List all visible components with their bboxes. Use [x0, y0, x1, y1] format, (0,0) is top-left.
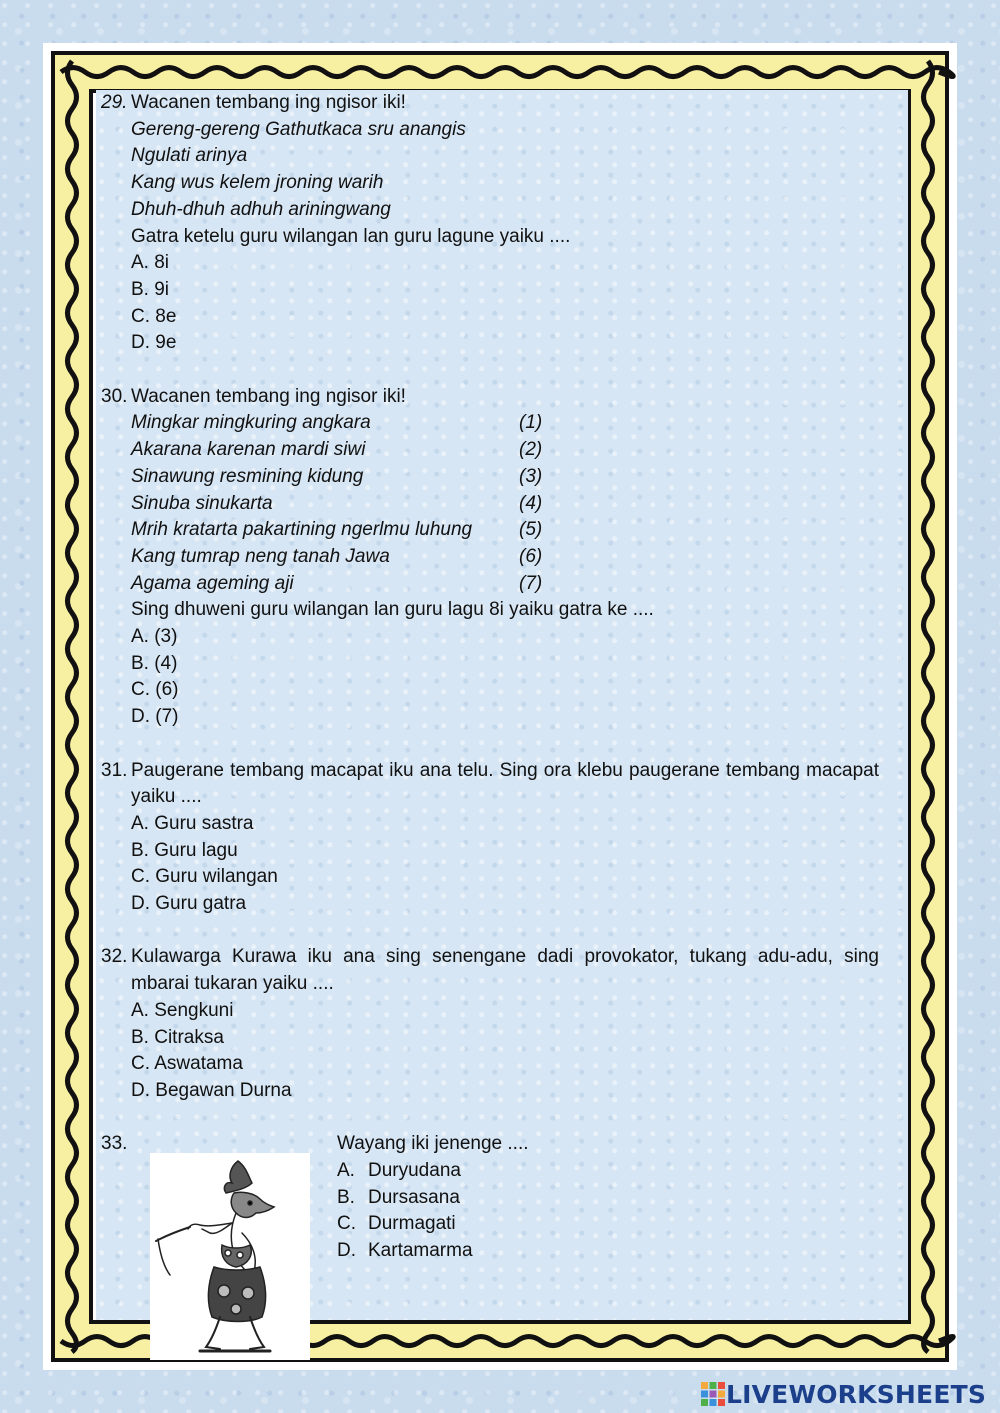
stanza-line [101, 437, 879, 464]
answer-option[interactable]: D. Begawan Durna [131, 1079, 292, 1101]
answer-option[interactable] [337, 1185, 529, 1212]
stanza-text: Sinuba sinukarta [131, 492, 273, 514]
stanza-line [101, 410, 879, 437]
wayang-figure-icon [150, 1153, 310, 1360]
answer-option[interactable]: C. Guru wilangan [131, 866, 278, 888]
option-letter: B. [337, 1186, 355, 1208]
answer-option[interactable]: D. Guru gatra [131, 893, 247, 915]
stanza-text: Agama ageming aji [131, 572, 294, 594]
stanza-line: Kang wus kelem jroning warih [131, 172, 384, 194]
stanza-line [101, 491, 879, 518]
stanza-line [101, 464, 879, 491]
stanza-number: (1) [519, 412, 543, 434]
answer-option[interactable]: A. Sengkuni [131, 999, 234, 1021]
stanza-number: (5) [519, 519, 543, 541]
logo-text: LIVEWORKSHEETS [726, 1379, 987, 1409]
question-32 [101, 944, 879, 1104]
option-text: Kartamarma [368, 1240, 473, 1262]
question-number: 32. [101, 946, 128, 968]
question-31 [101, 758, 879, 918]
question-text: Sing dhuweni guru wilangan lan guru lagu 8i yaiku gatra ke .... [131, 599, 654, 621]
stanza-text: Akarana karenan mardi siwi [131, 439, 366, 461]
question-number: 30. [101, 385, 128, 407]
answer-option[interactable] [337, 1158, 529, 1185]
option-text: Dursasana [368, 1186, 460, 1208]
question-30 [101, 384, 879, 731]
stanza-number: (6) [519, 545, 543, 567]
question-33 [101, 1131, 879, 1341]
question-text: Kulawarga Kurawa iku ana sing senengane dadi provokator, tukang adu-adu, sing mbarai tukaran yaiku .... [131, 946, 879, 995]
question-number: 33. [101, 1133, 128, 1155]
question-prompt: Wacanen tembang ing ngisor iki! [131, 385, 406, 407]
question-text: Paugerane tembang macapat iku ana telu. Sing ora klebu paugerane tembang macapat yaiku .... [131, 759, 879, 808]
question-29 [101, 90, 879, 357]
stanza-number: (7) [519, 572, 543, 594]
question-text: Gatra ketelu guru wilangan lan guru lagune yaiku .... [131, 225, 571, 247]
option-text: Durmagati [368, 1213, 456, 1235]
wayang-puppet-image [150, 1153, 310, 1360]
stanza-line: Gereng-gereng Gathutkaca sru anangis [131, 118, 466, 140]
option-text: Duryudana [368, 1160, 461, 1182]
liveworksheets-logo-icon [700, 1381, 726, 1407]
answer-option[interactable] [337, 1238, 529, 1265]
stanza-line [101, 517, 879, 544]
stanza-text: Sinawung resmining kidung [131, 465, 364, 487]
answer-option[interactable] [337, 1211, 529, 1238]
question-list [101, 90, 879, 1341]
answer-option[interactable]: A. (3) [131, 626, 178, 648]
stanza-line [101, 544, 879, 571]
stanza-number: (4) [519, 492, 543, 514]
stanza-text: Kang tumrap neng tanah Jawa [131, 545, 390, 567]
answer-option[interactable]: B. Guru lagu [131, 839, 238, 861]
question-number: 29. [101, 92, 128, 113]
answer-option[interactable]: D. (7) [131, 706, 179, 728]
stanza-line: Dhuh-dhuh adhuh ariningwang [131, 198, 391, 220]
stanza-text: Mingkar mingkuring angkara [131, 412, 371, 434]
answer-option[interactable]: D. 9e [131, 332, 177, 354]
option-letter: D. [337, 1240, 356, 1262]
answer-option[interactable]: B. (4) [131, 652, 178, 674]
option-letter: A. [337, 1160, 355, 1182]
stanza-number: (2) [519, 439, 543, 461]
answer-option[interactable]: B. Citraksa [131, 1026, 224, 1048]
liveworksheets-logo[interactable] [700, 1379, 986, 1409]
answer-option[interactable]: C. 8e [131, 305, 177, 327]
answer-option[interactable]: A. 8i [131, 252, 170, 274]
question-number: 31. [101, 759, 128, 781]
question-text: Wayang iki jenenge .... [337, 1133, 529, 1155]
answer-option[interactable]: C. (6) [131, 679, 179, 701]
stanza-text: Mrih kratarta pakartining ngerlmu luhung [131, 519, 473, 541]
stanza-line: Ngulati arinya [131, 145, 248, 167]
question-prompt: Wacanen tembang ing ngisor iki! [131, 92, 406, 113]
stanza-number: (3) [519, 465, 543, 487]
answer-option[interactable]: A. Guru sastra [131, 812, 254, 834]
stanza-line [101, 571, 879, 598]
option-letter: C. [337, 1213, 356, 1235]
answer-option[interactable]: B. 9i [131, 278, 170, 300]
answer-option[interactable]: C. Aswatama [131, 1053, 243, 1075]
question-33-body [337, 1131, 529, 1265]
